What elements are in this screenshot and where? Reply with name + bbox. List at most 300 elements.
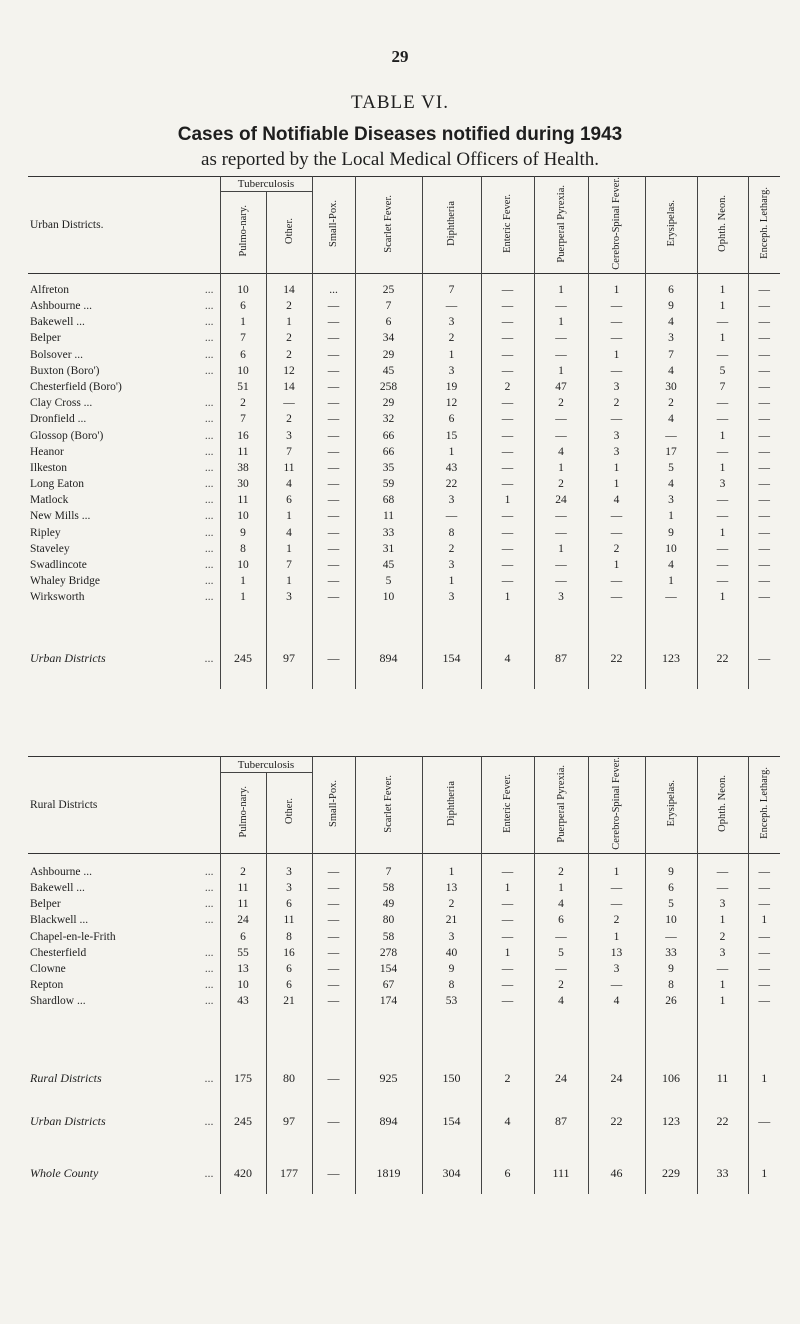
table-row xyxy=(28,427,780,443)
table-cell: 154 xyxy=(422,605,481,689)
table-row xyxy=(28,541,780,557)
table-cell: 29 xyxy=(355,346,422,362)
table-cell: — xyxy=(588,977,645,993)
table-cell: — xyxy=(312,476,355,492)
table-cell: 45 xyxy=(355,363,422,379)
table-cell: 17 xyxy=(645,444,697,460)
table-cell: 11 xyxy=(266,460,312,476)
table-cell: 49 xyxy=(355,896,422,912)
table-cell: 1 xyxy=(481,945,534,961)
table-cell: — xyxy=(266,395,312,411)
table-cell: 1 xyxy=(534,314,588,330)
table-cell: — xyxy=(481,460,534,476)
district-name: Heanor xyxy=(30,445,64,458)
table-row xyxy=(28,1103,780,1139)
table-row xyxy=(28,928,780,944)
table-cell: 4 xyxy=(266,476,312,492)
table-cell: 1 xyxy=(481,880,534,896)
table-cell: 1 xyxy=(697,273,748,298)
table-row xyxy=(28,1009,780,1103)
table-cell: — xyxy=(312,363,355,379)
pulmonary-header: Pulmo-nary. xyxy=(237,205,249,257)
district-name: Belper xyxy=(30,332,61,345)
table-cell: 4 xyxy=(534,444,588,460)
district-name: Swadlincote xyxy=(30,559,87,572)
table-cell: — xyxy=(312,492,355,508)
table-cell: 9 xyxy=(645,525,697,541)
table-row xyxy=(28,460,780,476)
table-cell: — xyxy=(697,541,748,557)
leader-dots: ... xyxy=(204,478,214,491)
table-cell: 3 xyxy=(422,363,481,379)
table-cell: — xyxy=(312,1139,355,1194)
table-cell: 11 xyxy=(220,896,266,912)
table-cell: 10 xyxy=(220,363,266,379)
table-cell: 15 xyxy=(422,427,481,443)
table-cell: 9 xyxy=(645,853,697,880)
table-cell: — xyxy=(481,346,534,362)
table-cell: 154 xyxy=(355,961,422,977)
table-cell: 68 xyxy=(355,492,422,508)
leader-dots: ... xyxy=(204,510,214,523)
table-cell: 9 xyxy=(422,961,481,977)
table-cell: 1 xyxy=(697,525,748,541)
table-cell: — xyxy=(748,379,780,395)
table-cell: 16 xyxy=(220,427,266,443)
table-cell: 66 xyxy=(355,427,422,443)
table-cell: 1 xyxy=(534,363,588,379)
table-cell: 2 xyxy=(534,977,588,993)
table-cell: 45 xyxy=(355,557,422,573)
table-cell: — xyxy=(588,298,645,314)
leader-dots: ... xyxy=(204,575,214,588)
table-cell: 7 xyxy=(355,853,422,880)
table-cell: 58 xyxy=(355,928,422,944)
leader-dots: ... xyxy=(204,429,214,442)
table-cell: — xyxy=(312,1009,355,1103)
table-cell: 4 xyxy=(645,476,697,492)
table-cell: 3 xyxy=(697,945,748,961)
table-cell: 245 xyxy=(220,1103,266,1139)
district-name: Ripley xyxy=(30,526,61,539)
leader-dots: ... xyxy=(204,397,214,410)
table-cell: 80 xyxy=(266,1009,312,1103)
leader-dots: ... xyxy=(204,651,214,666)
table-cell: — xyxy=(422,508,481,524)
table-cell: — xyxy=(588,525,645,541)
table-cell: — xyxy=(312,853,355,880)
table-cell: 32 xyxy=(355,411,422,427)
table-cell: 1 xyxy=(645,573,697,589)
table-cell: 420 xyxy=(220,1139,266,1194)
table-cell: — xyxy=(481,476,534,492)
table-cell: 43 xyxy=(422,460,481,476)
table-cell: 4 xyxy=(645,314,697,330)
table-cell: 2 xyxy=(422,896,481,912)
district-name: Clowne xyxy=(30,962,66,975)
scarlet-fever-header: Scarlet Fever. xyxy=(383,774,394,833)
table-cell: 1 xyxy=(697,912,748,928)
district-name: Bakewell ... xyxy=(30,882,85,895)
table-cell: 3 xyxy=(697,476,748,492)
table-cell: 7 xyxy=(220,411,266,427)
leader-dots: ... xyxy=(204,591,214,604)
table-cell: 5 xyxy=(645,460,697,476)
table-cell: 6 xyxy=(266,896,312,912)
table-cell: — xyxy=(534,525,588,541)
table-cell: — xyxy=(748,273,780,298)
table-cell: 11 xyxy=(697,1009,748,1103)
table-cell: — xyxy=(588,896,645,912)
table-cell: 6 xyxy=(266,492,312,508)
table-cell: — xyxy=(312,557,355,573)
district-name: Wirksworth xyxy=(30,591,85,604)
leader-dots: ... xyxy=(204,1165,214,1180)
other-header: Other. xyxy=(283,218,295,244)
table-cell: 1 xyxy=(534,460,588,476)
table-cell: 177 xyxy=(266,1139,312,1194)
table-cell: 33 xyxy=(697,1139,748,1194)
table-cell: — xyxy=(481,363,534,379)
table-cell: 2 xyxy=(266,298,312,314)
table-cell: — xyxy=(645,589,697,605)
rural-districts-header: Rural Districts xyxy=(30,798,98,811)
table-cell: 22 xyxy=(697,1103,748,1139)
table-cell: 13 xyxy=(422,880,481,896)
district-name: Chapel-en-le-Frith xyxy=(30,930,116,943)
table-row xyxy=(28,476,780,492)
table-cell: — xyxy=(534,411,588,427)
table-cell: 21 xyxy=(266,993,312,1009)
table-cell: — xyxy=(312,1103,355,1139)
table-cell: — xyxy=(748,589,780,605)
table-row xyxy=(28,1139,780,1194)
table-cell: 4 xyxy=(481,605,534,689)
table-cell: 8 xyxy=(422,977,481,993)
table-cell: — xyxy=(481,508,534,524)
table-cell: 2 xyxy=(220,395,266,411)
table-cell: 3 xyxy=(697,896,748,912)
leader-dots: ... xyxy=(204,962,214,975)
table-cell: 24 xyxy=(534,1009,588,1103)
leader-dots: ... xyxy=(204,300,214,313)
table-cell: 3 xyxy=(422,492,481,508)
table-cell: — xyxy=(312,945,355,961)
table-cell: 2 xyxy=(697,928,748,944)
table-cell: 1 xyxy=(220,314,266,330)
table-cell: — xyxy=(697,395,748,411)
diphtheria-header: Diphtheria xyxy=(446,780,457,826)
leader-dots: ... xyxy=(204,283,214,296)
table-cell: 8 xyxy=(645,977,697,993)
table-row xyxy=(28,346,780,362)
table-cell: — xyxy=(312,912,355,928)
table-cell: 7 xyxy=(697,379,748,395)
table-cell: 1 xyxy=(266,573,312,589)
table-cell: 2 xyxy=(220,853,266,880)
table-cell: — xyxy=(748,928,780,944)
table-cell: — xyxy=(312,460,355,476)
rural-districts-table xyxy=(28,756,780,1194)
table-cell: 4 xyxy=(588,492,645,508)
table-cell: 245 xyxy=(220,605,266,689)
district-name: Urban Districts xyxy=(30,651,106,666)
enceph-letharg-header: Enceph. Letharg. xyxy=(758,187,770,260)
leader-dots: ... xyxy=(204,914,214,927)
table-cell: 12 xyxy=(422,395,481,411)
table-cell: 6 xyxy=(266,961,312,977)
table-cell: 1 xyxy=(266,541,312,557)
table-cell: — xyxy=(534,330,588,346)
table-cell: 4 xyxy=(534,993,588,1009)
table-cell: 1 xyxy=(481,589,534,605)
table-cell: — xyxy=(534,961,588,977)
table-cell: ... xyxy=(312,273,355,298)
table-cell: 8 xyxy=(266,928,312,944)
table-cell: 1 xyxy=(588,346,645,362)
table-cell: 7 xyxy=(645,346,697,362)
table-cell: — xyxy=(697,346,748,362)
table-row xyxy=(28,363,780,379)
table-row xyxy=(28,314,780,330)
table-cell: 1 xyxy=(748,1139,780,1194)
table-cell: — xyxy=(534,508,588,524)
table-cell: — xyxy=(748,330,780,346)
table-cell: — xyxy=(312,993,355,1009)
table-cell: 1 xyxy=(588,476,645,492)
district-name: Ashbourne ... xyxy=(30,865,92,878)
table-cell: — xyxy=(312,977,355,993)
table-cell: — xyxy=(588,508,645,524)
page-number: 29 xyxy=(391,47,409,66)
table-cell: — xyxy=(588,573,645,589)
table-cell: 87 xyxy=(534,605,588,689)
table-cell: 1 xyxy=(697,993,748,1009)
table-cell: 9 xyxy=(645,298,697,314)
table-cell: 175 xyxy=(220,1009,266,1103)
table-cell: — xyxy=(748,395,780,411)
table-cell: 43 xyxy=(220,993,266,1009)
table-row xyxy=(28,945,780,961)
table-cell: — xyxy=(697,573,748,589)
table-cell: — xyxy=(748,853,780,880)
table-cell: 29 xyxy=(355,395,422,411)
tuberculosis-header: Tuberculosis xyxy=(220,757,312,773)
table-cell: — xyxy=(312,444,355,460)
table-cell: 1 xyxy=(588,273,645,298)
table-cell: 22 xyxy=(588,605,645,689)
table-label: TABLE VI. xyxy=(351,92,449,113)
table-cell: 40 xyxy=(422,945,481,961)
district-name: Blackwell ... xyxy=(30,914,89,927)
table-cell: — xyxy=(748,993,780,1009)
leader-dots: ... xyxy=(204,865,214,878)
table-row xyxy=(28,273,780,298)
table-cell: — xyxy=(481,395,534,411)
table-cell: — xyxy=(481,273,534,298)
table-cell: — xyxy=(481,573,534,589)
table-cell: 33 xyxy=(645,945,697,961)
leader-dots: ... xyxy=(204,542,214,555)
table-cell: — xyxy=(312,379,355,395)
enceph-letharg-header: Enceph. Letharg. xyxy=(758,767,770,840)
table-cell: — xyxy=(748,573,780,589)
district-name: Staveley xyxy=(30,542,70,555)
leader-dots: ... xyxy=(204,364,214,377)
table-cell: 1 xyxy=(266,508,312,524)
table-cell: 2 xyxy=(481,379,534,395)
pulmonary-header: Pulmo-nary. xyxy=(237,785,249,838)
table-cell: — xyxy=(748,298,780,314)
table-cell: 2 xyxy=(266,330,312,346)
table-cell: 2 xyxy=(266,411,312,427)
table-cell: — xyxy=(748,411,780,427)
table-cell: — xyxy=(697,411,748,427)
table-cell: — xyxy=(312,346,355,362)
table-cell: 2 xyxy=(588,395,645,411)
table-cell: — xyxy=(645,928,697,944)
table-cell: 7 xyxy=(266,557,312,573)
table-cell: 3 xyxy=(645,492,697,508)
table-cell: — xyxy=(588,880,645,896)
table-cell: — xyxy=(312,605,355,689)
table-cell: 66 xyxy=(355,444,422,460)
table-cell: 11 xyxy=(355,508,422,524)
table-cell: 8 xyxy=(422,525,481,541)
table-cell: 9 xyxy=(645,961,697,977)
table-cell: 5 xyxy=(645,896,697,912)
table-cell: — xyxy=(588,411,645,427)
table-cell: — xyxy=(422,298,481,314)
table-cell: 24 xyxy=(534,492,588,508)
table-row xyxy=(28,298,780,314)
table-cell: 35 xyxy=(355,460,422,476)
leader-dots: ... xyxy=(204,348,214,361)
table-row xyxy=(28,605,780,689)
puerperal-pyrexia-header: Puerperal Pyrexia. xyxy=(555,764,567,843)
table-cell: — xyxy=(534,298,588,314)
table-cell: 1 xyxy=(697,298,748,314)
table-cell: 1 xyxy=(697,427,748,443)
table-cell: — xyxy=(697,557,748,573)
table-cell: — xyxy=(481,912,534,928)
table-cell: 2 xyxy=(588,912,645,928)
table-cell: — xyxy=(748,363,780,379)
tuberculosis-header: Tuberculosis xyxy=(220,177,312,192)
table-cell: 1 xyxy=(422,573,481,589)
table-cell: 106 xyxy=(645,1009,697,1103)
district-name: Glossop (Boro') xyxy=(30,429,104,442)
district-name: Buxton (Boro') xyxy=(30,364,100,377)
district-name: Matlock xyxy=(30,494,69,507)
table-cell: 4 xyxy=(481,1103,534,1139)
table-cell: 31 xyxy=(355,541,422,557)
table-cell: — xyxy=(697,961,748,977)
table-cell: 6 xyxy=(220,346,266,362)
table-cell: — xyxy=(481,977,534,993)
table-cell: 1 xyxy=(697,460,748,476)
table-cell: — xyxy=(481,298,534,314)
district-name: Bolsover ... xyxy=(30,348,84,361)
table-cell: 2 xyxy=(534,395,588,411)
table-cell: 9 xyxy=(220,525,266,541)
table-cell: 1 xyxy=(588,557,645,573)
table-cell: 1 xyxy=(220,573,266,589)
table-cell: 6 xyxy=(481,1139,534,1194)
table-cell: 4 xyxy=(645,557,697,573)
table-cell: 10 xyxy=(645,541,697,557)
table-cell: — xyxy=(748,314,780,330)
district-name: Bakewell ... xyxy=(30,316,85,329)
table-cell: — xyxy=(481,557,534,573)
table-cell: 3 xyxy=(588,379,645,395)
table-cell: 1 xyxy=(534,541,588,557)
table-cell: 24 xyxy=(588,1009,645,1103)
table-cell: — xyxy=(312,928,355,944)
table-cell: 4 xyxy=(588,993,645,1009)
table-cell: 30 xyxy=(220,476,266,492)
table-cell: 10 xyxy=(220,273,266,298)
table-cell: 1 xyxy=(588,460,645,476)
district-name: Whole County xyxy=(30,1165,99,1180)
table-cell: 38 xyxy=(220,460,266,476)
table-cell: 278 xyxy=(355,945,422,961)
district-name: Clay Cross ... xyxy=(30,397,93,410)
table-row xyxy=(28,853,780,880)
table-cell: 8 xyxy=(220,541,266,557)
diphtheria-header: Diphtheria xyxy=(446,200,457,246)
table-cell: 46 xyxy=(588,1139,645,1194)
table-cell: — xyxy=(697,314,748,330)
table-cell: 10 xyxy=(220,977,266,993)
table-cell: — xyxy=(534,573,588,589)
table-cell: — xyxy=(588,589,645,605)
district-name: Chesterfield (Boro') xyxy=(30,380,122,393)
table-row xyxy=(28,880,780,896)
table-row xyxy=(28,525,780,541)
table-cell: 1 xyxy=(422,853,481,880)
table-cell: 3 xyxy=(588,427,645,443)
table-cell: 150 xyxy=(422,1009,481,1103)
table-cell: 22 xyxy=(422,476,481,492)
leader-dots: ... xyxy=(204,316,214,329)
table-cell: — xyxy=(748,541,780,557)
table-cell: 1 xyxy=(748,912,780,928)
leader-dots: ... xyxy=(204,946,214,959)
leader-dots: ... xyxy=(204,979,214,992)
table-cell: — xyxy=(697,880,748,896)
table-cell: 22 xyxy=(697,605,748,689)
table-cell: 14 xyxy=(266,273,312,298)
table-row xyxy=(28,395,780,411)
table-cell: 925 xyxy=(355,1009,422,1103)
district-name: Long Eaton xyxy=(30,478,84,491)
table-cell: — xyxy=(481,853,534,880)
urban-districts-table xyxy=(28,176,780,689)
table-cell: — xyxy=(312,573,355,589)
table-cell: 3 xyxy=(422,589,481,605)
table-row xyxy=(28,961,780,977)
table-cell: 53 xyxy=(422,993,481,1009)
table-cell: — xyxy=(697,444,748,460)
table-cell: — xyxy=(312,508,355,524)
table-cell: — xyxy=(748,476,780,492)
table-row xyxy=(28,912,780,928)
district-name: Repton xyxy=(30,979,64,992)
table-cell: 3 xyxy=(645,330,697,346)
table-cell: — xyxy=(312,298,355,314)
table-cell: — xyxy=(481,411,534,427)
